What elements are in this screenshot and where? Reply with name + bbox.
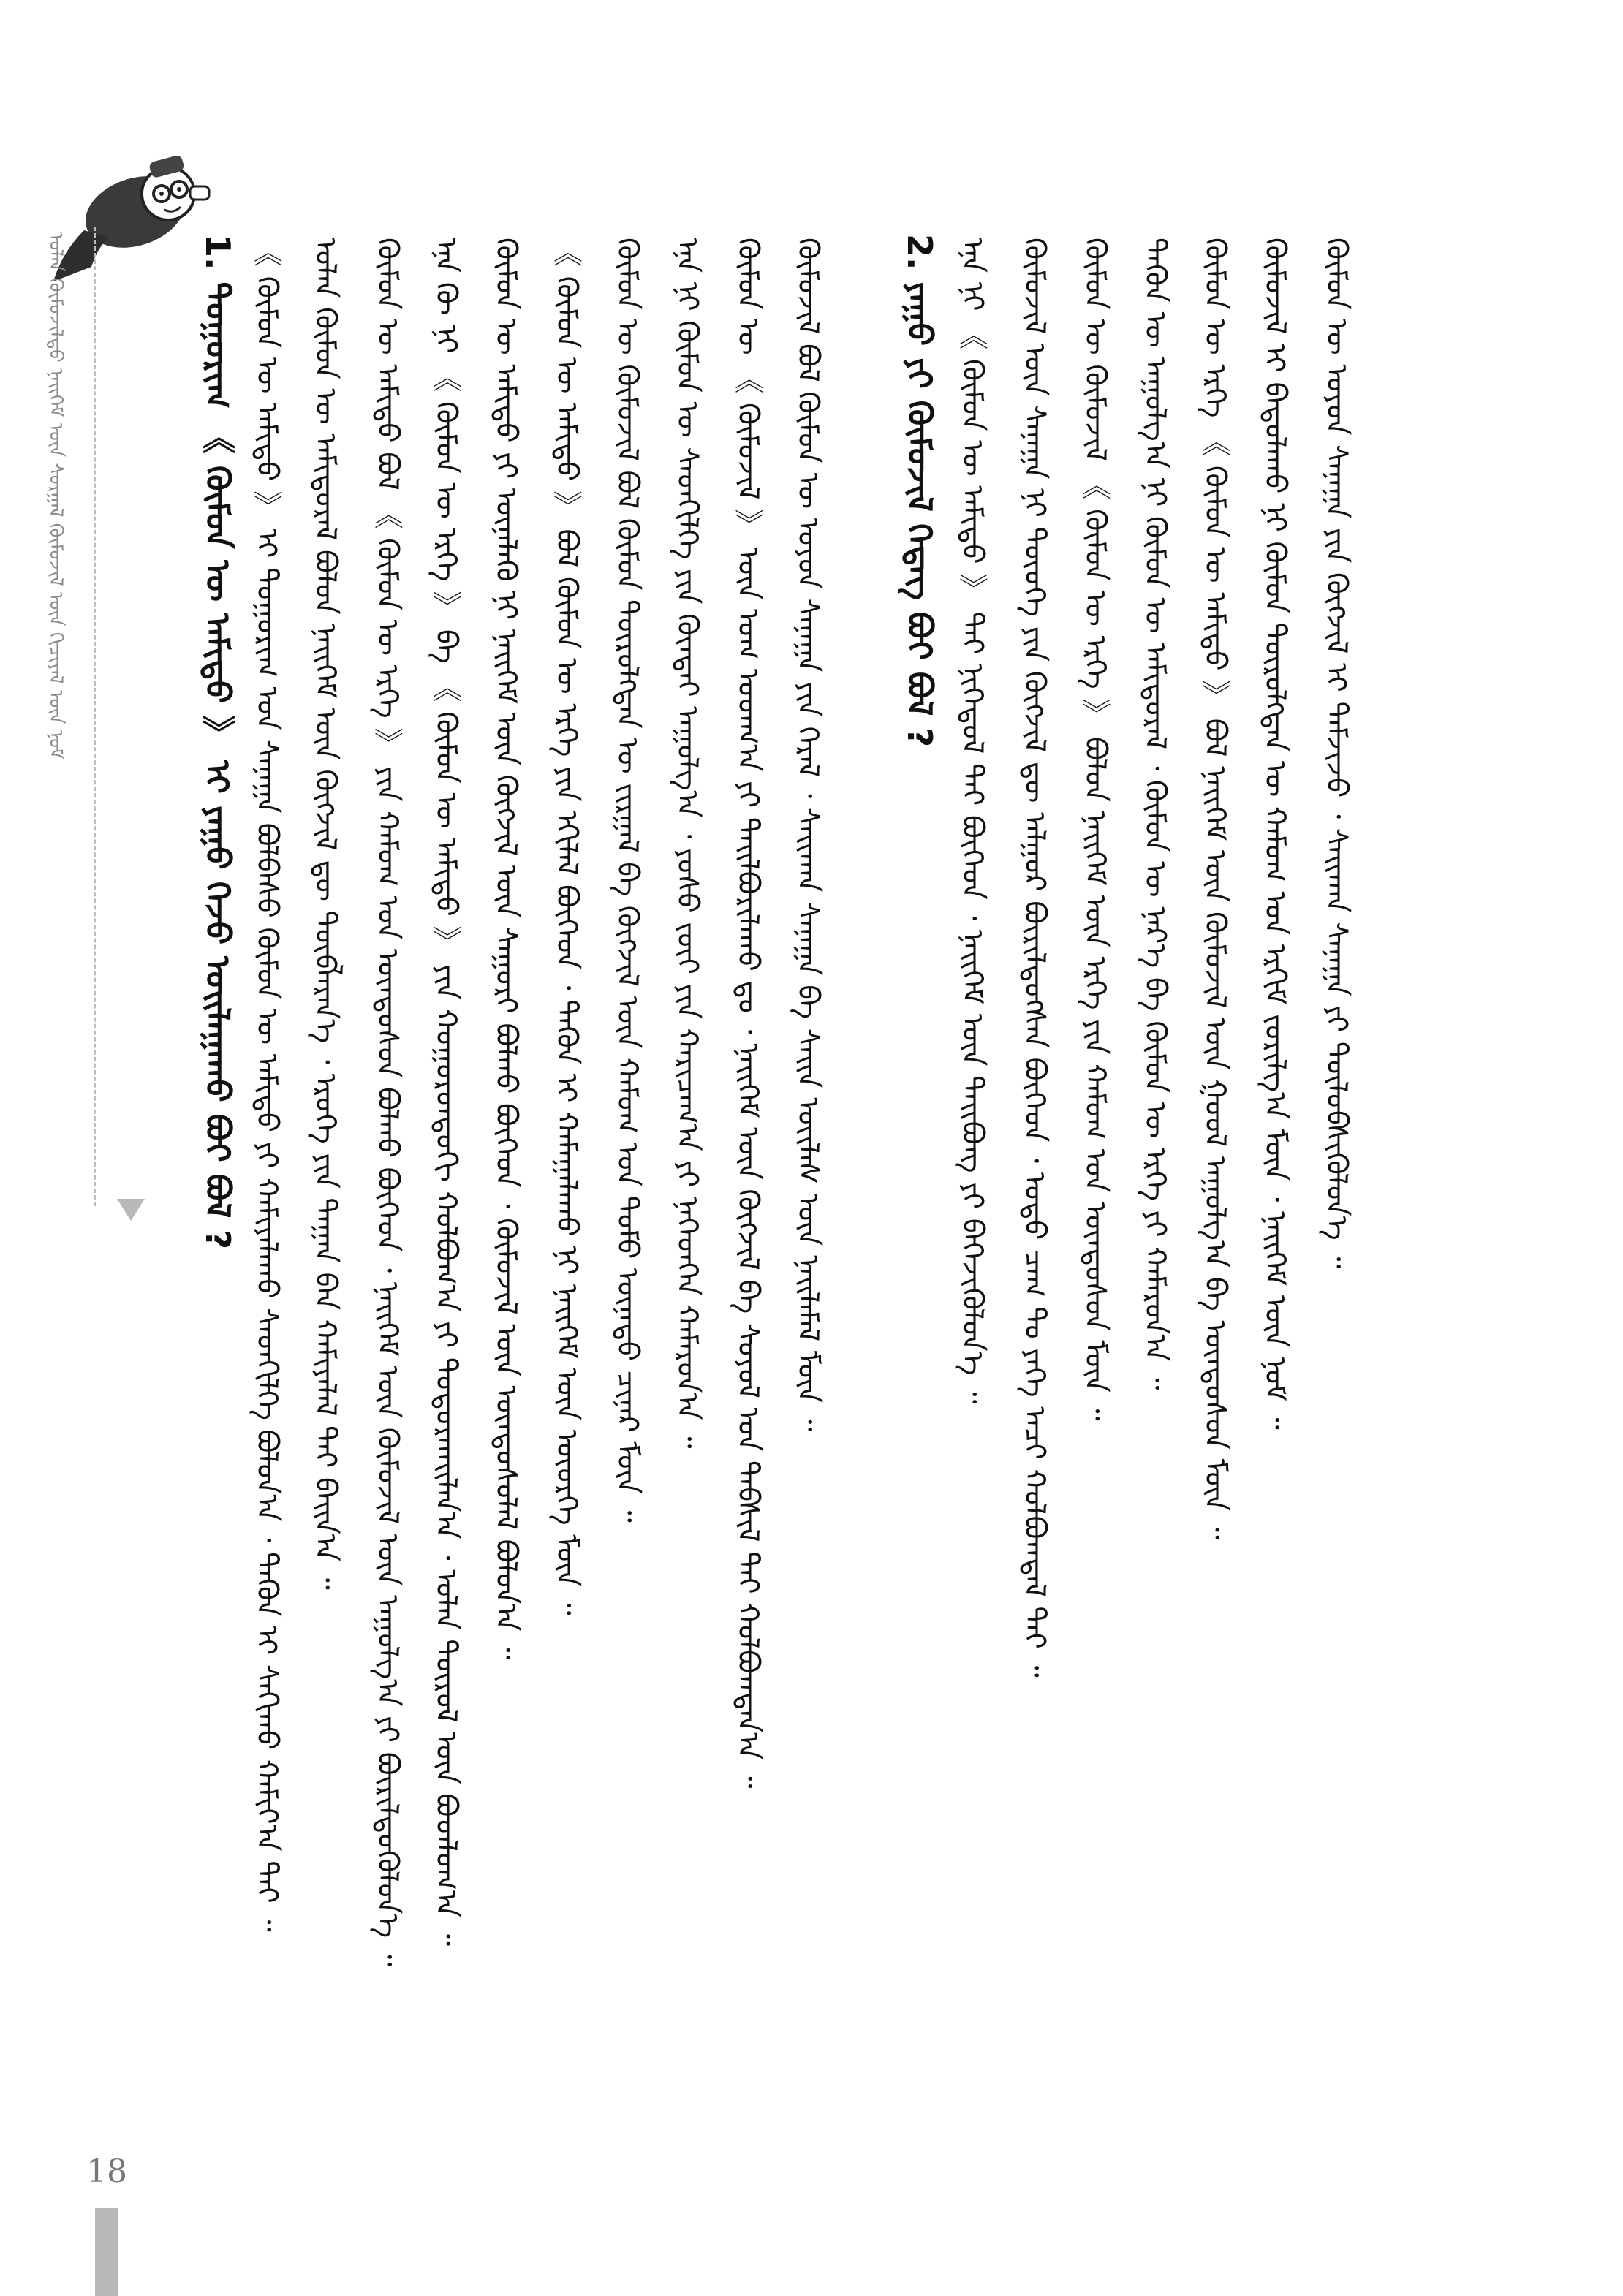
text-column: 《 ᠬᠦᠮᠦᠨ ᠦ ᠠᠮᠢᠳᠤ 》 ᠪᠣᠯ ᠬᠦᠮᠦᠨ ᠦ ᠡᠷᠬᠡ ᠶᠢᠨ ᠡᠬᠢᠯᠡᠯ ᠪᠥᠭᠡᠳ ᠂ ᠲᠡᠭᠦᠨ ᠢ ᠬᠠᠮᠠᠭᠠᠯᠠᠬᠤ ᠨᠢ ᠨᠡᠢᠭᠡᠮ ᠦᠨ ᠦᠦᠷᠭᠡ ᠮᠥᠨ ᠃ [550, 238, 583, 1615]
text-column: ᠡᠨᠡ ᠨᠢ ᠬᠦᠮᠦᠨ ᠦ ᠰᠡᠳᠭᠢᠯᠭᠡ ᠶᠢᠨ ᠭᠦᠨᠳᠡᠢ ᠠᠭᠤᠯᠭ᠎ᠠ ᠂ ᠶᠣᠰᠤ ᠵᠦᠢ ᠶᠢᠨ ᠬᠠᠷᠢᠴᠠᠭ᠎ᠠ ᠶᠢ ᠨᠡᠭᠡᠳᠭᠡᠨ ᠬᠠᠮᠠᠷᠤᠨ᠎ᠠ ᠃ [670, 238, 704, 1449]
text-column: 《 ᠬᠦᠮᠦᠨ ᠦ ᠠᠮᠢᠳᠤ 》 ᠢ ᠲᠣᠭᠤᠷᠢᠭ ᠤᠨ ᠰᠠᠨᠠᠭᠠ ᠪᠣᠯᠪᠠᠰᠤ ᠬᠦᠮᠦᠨ ᠦ ᠠᠮᠢᠳᠤ ᠶᠢ ᠬᠠᠮᠢᠶᠠᠯᠠᠬᠤ ᠰᠡᠳᠭᠢᠯᠭᠡ ᠪᠣᠯᠣᠨ᠎ᠠ ᠂ ᠲᠡᠭᠦᠨ ᠢ ᠰᠠᠬᠢᠬᠤ ᠬᠠᠮᠢᠶ᠎ᠠ ᠲᠠᠢ ᠃ [250, 238, 284, 1932]
text-column: ᠬᠦᠮᠦᠨ ᠦ ᠬᠦᠮᠦᠵᠢᠯ ᠪᠣᠯ ᠬᠦᠮᠦᠨ ᠲᠥᠷᠦᠯᠬᠲᠡᠨ ᠦ ᠵᠢᠷᠭᠠᠯ ᠪᠠ ᠬᠥᠭᠵᠢᠯ ᠦᠨ ᠬᠠᠮᠤᠭ ᠤᠨ ᠲᠣᠮᠣ ᠦᠨᠡᠲᠦ ᠴᠢᠨᠠᠷ ᠮᠥᠨ ᠃ [610, 238, 644, 1523]
text-column: ᠬᠦᠮᠦᠨ ᠦ 《 ᠬᠦᠮᠦᠵᠢᠯ 》 ᠦᠨ ᠤᠭ ᠤᠳᠬ᠎ᠠ ᠶᠢ ᠲᠠᠢᠯᠪᠤᠷᠢᠯᠠᠬᠤ ᠳᠤ ᠂ ᠨᠡᠢᠭᠡᠮ ᠦᠨ ᠬᠥᠭᠵᠢᠯ ᠪᠠ ᠰᠣᠶᠣᠯ ᠤᠨ ᠳᠡᠪᠰᠢᠯ ᠲᠠᠢ ᠬᠣᠯᠪᠣᠭᠳᠠᠨ᠎ᠠ ᠃ [731, 238, 765, 1789]
header-divider [94, 227, 96, 1206]
question-1: 1. ᠲᠣᠭᠤᠷᠢᠭ 《 ᠬᠦᠮᠦᠨ ᠦ ᠠᠮᠢᠳᠤ 》 ᠢ ᠶᠠᠭᠤ ᠭᠡᠵᠦ ᠣᠢᠯᠠᠭᠠᠬᠤ ᠪᠤᠢ ᠪᠤᠯ ? [198, 234, 238, 1250]
text-column: ᠡᠨᠡ ᠬᠦ ᠨᠢ 《 ᠬᠦᠮᠦᠨ ᠦ ᠡᠷᠬᠡ 》 ᠪᠠ 《 ᠬᠦᠮᠦᠨ ᠦ ᠠᠮᠢᠳᠤ 》 ᠶᠢᠨ ᠬᠣᠭᠣᠷᠣᠨᠳᠤᠬᠢ ᠬᠣᠯᠪᠣᠭ᠎ᠠ ᠶᠢ ᠲᠣᠳᠤᠷᠬᠠᠢᠯᠠᠨ᠎ᠠ ᠂ ᠣᠯᠠᠨ ᠲᠥᠷᠦᠯ ᠦᠨ ᠪᠣᠳᠯᠣᠭ᠎ᠠ ᠃ [429, 238, 463, 1947]
text-column: ᠬᠦᠮᠦᠵᠢᠯ ᠢ ᠪᠠᠲᠤᠯᠠᠬᠤ ᠨᠢ ᠬᠦᠮᠦᠨ ᠲᠥᠷᠦᠯᠬᠲᠡᠨ ᠦ ᠬᠠᠮᠤᠭ ᠤᠨ ᠡᠷᠬᠢᠮ ᠵᠣᠷᠢᠯᠭ᠎ᠠ ᠮᠥᠨ ᠂ ᠨᠡᠢᠭᠡᠮ ᠦᠨ ᠨᠣᠮ ᠃ [1258, 238, 1292, 1430]
question-2: 2. ᠶᠠᠭᠤ ᠶᠢ ᠬᠦᠮᠦᠵᠢᠯ ᠭᠡᠳᠡᠭ ᠪᠤᠢ ᠪᠤᠯ ? [900, 234, 939, 748]
text-column: ᠬᠦᠮᠦᠨ ᠦ ᠠᠮᠢᠳᠤ ᠪᠣᠯ 《 ᠬᠦᠮᠦᠨ ᠦ ᠡᠷᠬᠡ 》 ᠶᠢᠨ ᠬᠠᠮᠤᠭ ᠤᠨ ᠦᠨᠳᠦᠰᠦᠨ ᠪᠣᠯᠬᠤ ᠪᠥᠭᠡᠳ ᠂ ᠨᠡᠢᠭᠡᠮ ᠦᠨ ᠬᠦᠮᠦᠵᠢᠯ ᠦᠨ ᠠᠭᠤᠯᠭ᠎ᠠ ᠶᠢ ᠪᠦᠷᠢᠯᠳᠦᠭᠦᠯᠦᠨ᠎ᠡ ᠃ [371, 238, 404, 1967]
text-column: ᠲᠡᠭᠦᠨ ᠦ ᠠᠭᠤᠯᠭ᠎ᠠ ᠨᠢ ᠬᠦᠮᠦᠨ ᠦ ᠠᠮᠢᠳᠤᠷᠠᠯ ᠂ ᠬᠦᠮᠦᠨ ᠦ ᠨᠡᠷ᠎ᠡ ᠪᠠ ᠬᠦᠮᠦᠨ ᠦ ᠡᠷᠬᠡ ᠶᠢ ᠬᠠᠮᠠᠷᠤᠨ᠎ᠠ ᠃ [1138, 238, 1172, 1390]
text-column: ᠬᠦᠮᠦᠵᠢᠯ ᠪᠣᠯ ᠬᠦᠮᠦᠨ ᠦ ᠣᠶᠤᠨ ᠰᠠᠨᠠᠭᠠ ᠶᠢᠨ ᠭᠡᠷᠡᠯ ᠂ ᠰᠠᠢᠬᠠᠨ ᠰᠠᠨᠠᠭᠠ ᠪᠠ ᠰᠠᠢᠨ ᠦᠢᠯᠡᠰ ᠦᠨ ᠨᠡᠢᠯᠡᠮᠡᠯ ᠮᠥᠨ ᠃ [791, 238, 825, 1432]
page-edge-bar [95, 2208, 118, 2296]
text-column: ᠬᠦᠮᠦᠨ ᠦ ᠬᠦᠮᠦᠵᠢᠯ 《 ᠬᠦᠮᠦᠨ ᠦ ᠡᠷᠬᠡ 》 ᠪᠣᠯᠣᠨ ᠨᠡᠢᠭᠡᠮ ᠦᠨ ᠡᠷᠬᠡ ᠶᠢᠨ ᠬᠠᠮᠤᠭ ᠤᠨ ᠦᠨᠳᠦᠰᠦᠨ ᠮᠥᠨ ᠃ [1078, 238, 1112, 1421]
running-header: ᠤᠯᠠᠨ ᠬᠦᠮᠦᠵᠢᠯᠲᠦ ᠨᠡᠢᠭᠡᠮ ᠦᠨ ᠰᠤᠷᠭᠠᠯ ᠬᠦᠮᠦᠵᠢᠯ ᠦᠨ ᠬᠢᠴᠢᠶᠡᠯ ᠦᠨ ᠨᠣᠮ [45, 232, 67, 759]
page-number: 18 [86, 2153, 127, 2190]
text-column: ᠬᠦᠮᠦᠨ ᠦ ᠣᠶᠤᠨ ᠰᠠᠨᠠᠭᠠ ᠶᠢᠨ ᠬᠥᠭᠵᠢᠯ ᠢ ᠳᠡᠮᠵᠢᠵᠦ ᠂ ᠰᠠᠢᠬᠠᠨ ᠰᠠᠨᠠᠭᠠ ᠶᠢ ᠲᠥᠯᠥᠪᠰᠢᠭᠦᠯᠦᠨ᠎ᠡ ᠃ [1320, 238, 1353, 1269]
text-column: ᠣᠯᠠᠨ ᠬᠦᠮᠦᠨ ᠦ ᠠᠮᠢᠳᠤᠷᠠᠯ ᠪᠣᠯᠣᠨ ᠨᠡᠢᠭᠡᠮ ᠦᠨ ᠬᠥᠭᠵᠢᠯ ᠳᠦ ᠲᠥᠪᠯᠡᠷᠡᠨ᠎ᠡ ᠂ ᠡᠷᠦᠬᠡ ᠶᠢᠨ ᠳᠠᠭᠠᠨ ᠪᠠᠨ ᠬᠠᠮᠢᠶᠠᠯᠠᠯ ᠲᠠᠢ ᠪᠠᠢᠨ᠎ᠠ ᠃ [309, 238, 342, 1590]
text-column: ᠡᠨᠡ ᠨᠢ 《 ᠬᠦᠮᠦᠨ ᠦ ᠠᠮᠢᠳᠤ 》 ᠲᠠᠢ ᠨᠢᠭᠡᠳᠦᠯ ᠲᠠᠢ ᠪᠥᠭᠡᠳ ᠂ ᠨᠡᠢᠭᠡᠮ ᠦᠨ ᠲᠠᠢᠪᠤᠩ ᠶᠢ ᠪᠡᠬᠡᠵᠢᠭᠦᠯᠦᠨ᠎ᠡ ᠃ [956, 238, 989, 1404]
text-column: ᠬᠦᠮᠦᠵᠢᠯ ᠦᠨ ᠰᠠᠨᠠᠭᠠ ᠨᠢ ᠲᠦᠦᠬᠡ ᠶᠢᠨ ᠬᠥᠭᠵᠢᠯ ᠳᠦ ᠠᠯᠭᠤᠷ ᠪᠦᠷᠢᠯᠳᠦᠭᠰᠡᠨ ᠪᠥᠭᠡᠳ ᠂ ᠣᠳᠣ ᠴᠠᠭ ᠲᠤ ᠶᠡᠬᠡ ᠠᠴᠢ ᠬᠣᠯᠪᠣᠭᠳᠠᠯ ᠲᠠᠢ ᠃ [1018, 238, 1051, 1678]
header-arrow-icon [117, 1199, 145, 1221]
text-column: ᠬᠦᠮᠦᠨ ᠦ ᠠᠮᠢᠳᠤ ᠶᠢ ᠦᠨᠡᠯᠡᠬᠦ ᠨᠢ ᠨᠡᠢᠭᠡᠮ ᠦᠨ ᠬᠥᠭᠵᠢᠯ ᠦᠨ ᠰᠠᠭᠤᠷᠢ ᠪᠣᠯᠬᠤ ᠪᠥᠭᠡᠳ ᠂ ᠬᠦᠮᠦᠵᠢᠯ ᠦᠨ ᠦᠨᠳᠦᠰᠦᠯᠡᠯ ᠪᠣᠯᠣᠨ᠎ᠠ ᠃ [489, 238, 523, 1660]
text-column: ᠬᠦᠮᠦᠨ ᠦ ᠡᠷᠬᠡ 《 ᠬᠦᠮᠦᠨ ᠦ ᠠᠮᠢᠳᠤ 》 ᠪᠣᠯ ᠨᠡᠢᠭᠡᠮ ᠦᠨ ᠬᠦᠮᠦᠵᠢᠯ ᠦᠨ ᠭᠣᠣᠯ ᠠᠭᠤᠯᠭ᠎ᠠ ᠪᠠ ᠦᠨᠳᠦᠰᠦᠨ ᠮᠥᠨ ᠃ [1198, 238, 1232, 1540]
